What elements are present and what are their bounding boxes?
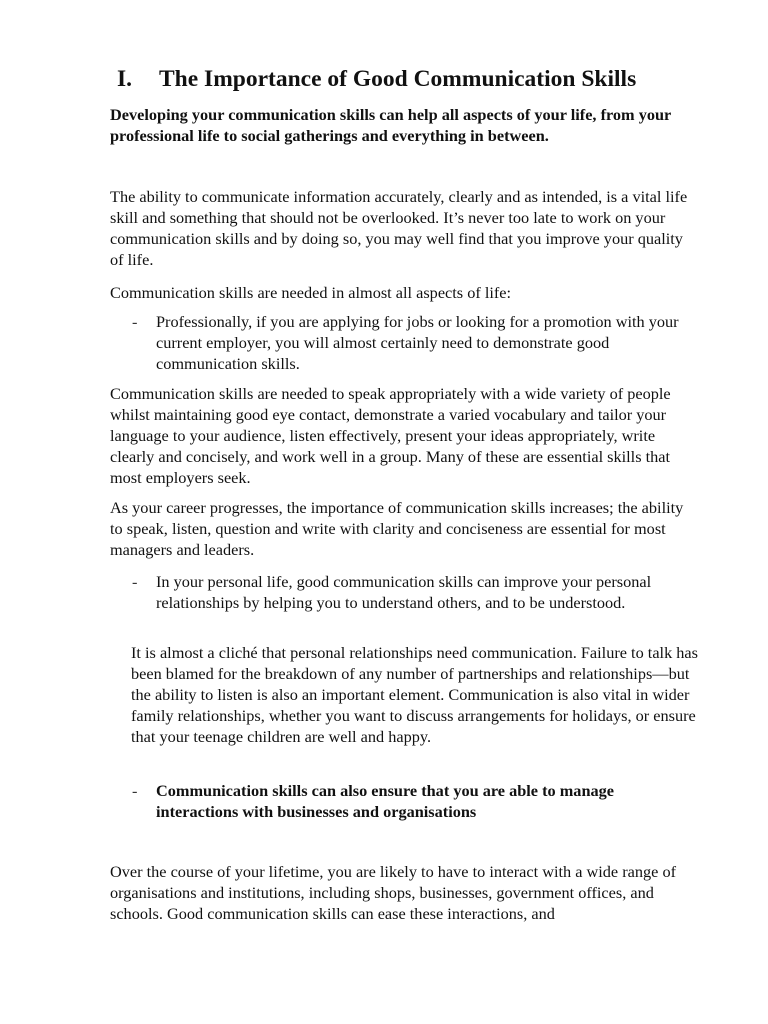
paragraph-career: As your career progresses, the importance of communication skills increases; the ability to speak, listen, question and write with clarity and conciseness are essential for most managers and leaders. (110, 498, 684, 559)
bullet-dash: - (132, 781, 138, 800)
bullet-personal (110, 571, 700, 613)
lead-paragraph: Developing your communication skills can help all aspects of your life, from your professional life to social gatherings and everything in between. (110, 105, 671, 145)
section-title: The Importance of Good Communication Skills (159, 66, 637, 92)
section-number: I. (117, 66, 133, 92)
bullet-organisations (110, 780, 700, 822)
paragraph-lifetime: Over the course of your lifetime, you are likely to have to interact with a wide range of organisations and institutions, including shops, businesses, government offices, and schools. Good communication skills can ease these interactions, and (110, 862, 677, 923)
paragraph-skills-needed: Communication skills are needed to speak appropriately with a wide variety of people whilst maintaining good eye contact, demonstrate a varied vocabulary and tailor your language to your audience, listen effectively, present your ideas appropriately, write clearly and concisely, and work well in a group. Many of these are essential skills that most employers seek. (110, 384, 671, 487)
paragraph-ability: The ability to communicate information accurately, clearly and as intended, is a vital life skill and something that should not be overlooked. It’s never too late to work on your communication skills and by doing so, you may well find that you improve your quality of life. (110, 187, 688, 269)
bullet-dash: - (132, 312, 138, 331)
bullet-dash: - (132, 572, 138, 591)
paragraph-aspects-intro: Communication skills are needed in almost all aspects of life: (110, 283, 512, 302)
section-heading (117, 64, 636, 94)
bullet-professional (110, 311, 700, 374)
bullet-text: Professionally, if you are applying for jobs or looking for a promotion with your current employer, you will almost certainly need to demonstrate good communication skills. (156, 312, 679, 373)
bullet-text: In your personal life, good communication skills can improve your personal relationships by helping you to understand others, and to be understood. (156, 572, 652, 612)
paragraph-cliche: It is almost a cliché that personal relationships need communication. Failure to talk has been blamed for the breakdown of any number of partnerships and relationships—but the ability to listen is also an important element. Communication is also vital in wider family relationships, whether you want to discuss arrangements for holidays, or ensure that your teenage children are well and happy. (131, 643, 698, 746)
bullet-text: Communication skills can also ensure that you are able to manage interactions with businesses and organisations (156, 781, 615, 821)
